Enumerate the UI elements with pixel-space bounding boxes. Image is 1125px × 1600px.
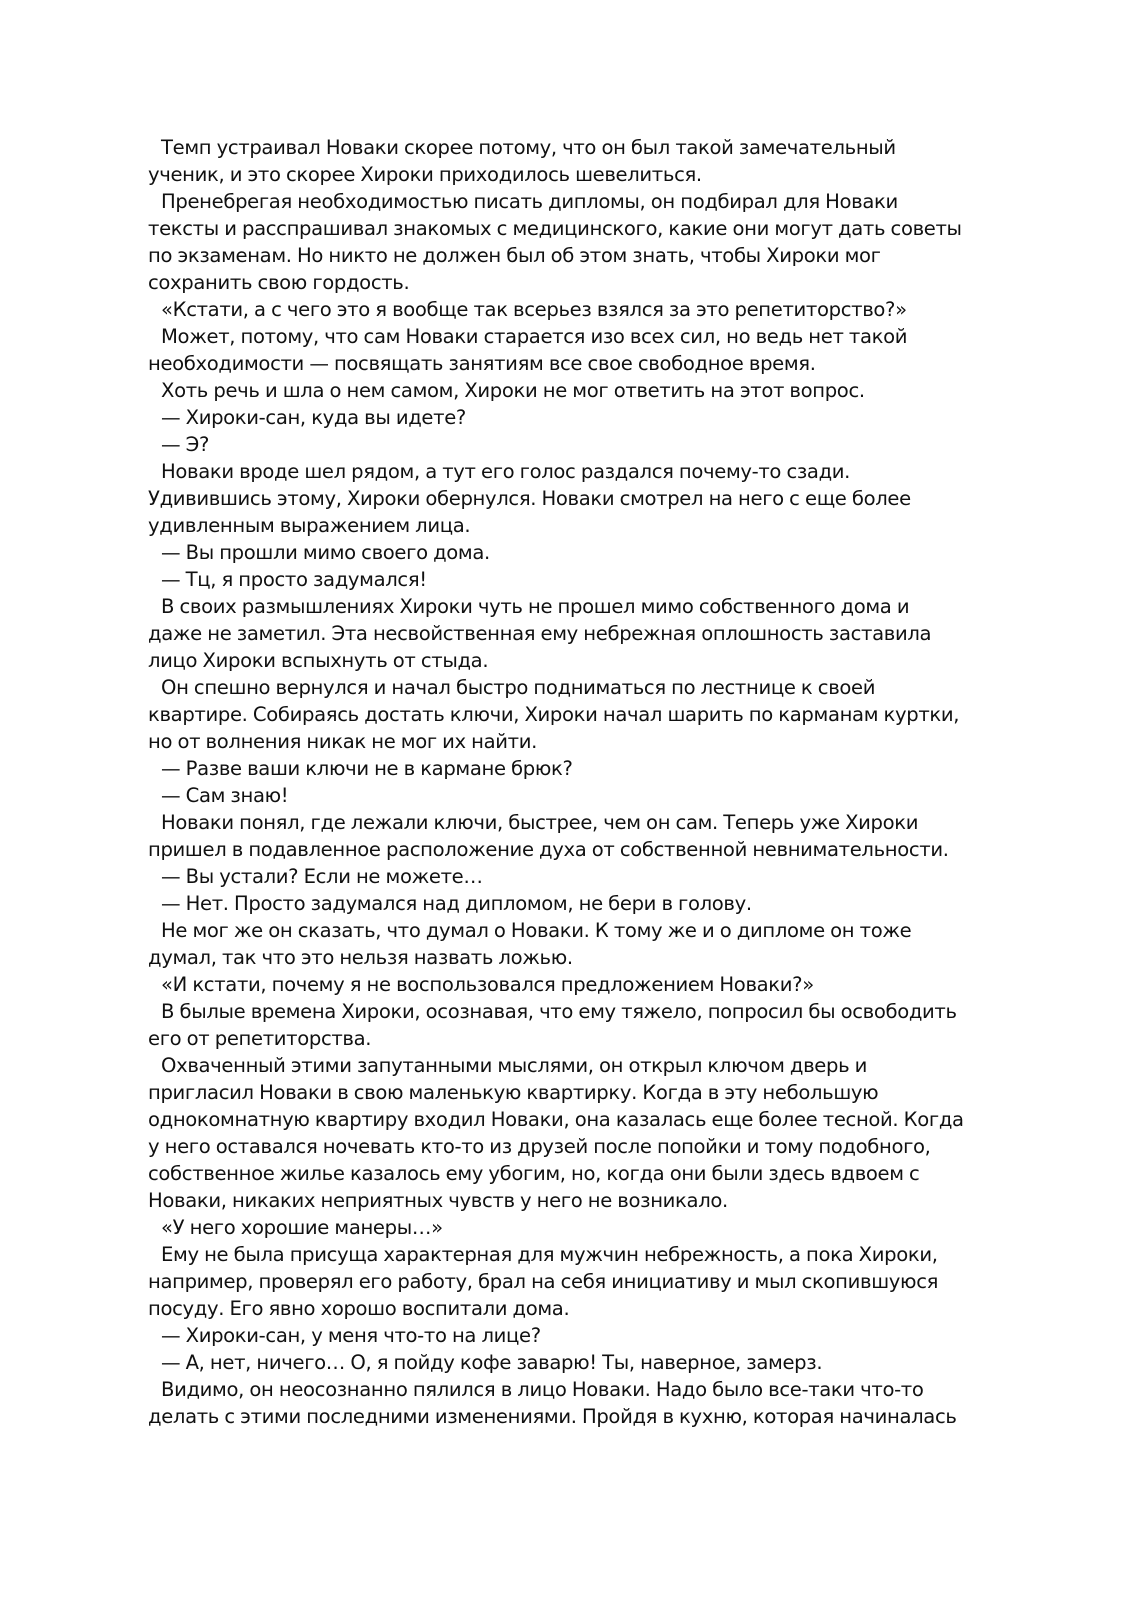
text-line: Хоть речь и шла о нем самом, Хироки не мог ответить на этот вопрос. — [161, 379, 865, 402]
text-line: даже не заметил. Эта несвойственная ему небрежная оплошность заставила — [148, 622, 932, 645]
paragraph — [135, 377, 975, 404]
text-line: ученик, и это скорее Хироки приходилось шевелиться. — [148, 163, 702, 186]
text-line: — А, нет, ничего… О, я пойду кофе заварю! Ты, наверное, замерз. — [161, 1351, 823, 1374]
text-line: — Разве ваши ключи не в кармане брюк? — [161, 757, 573, 780]
text-line: пришел в подавленное расположение духа от собственной невнимательности. — [148, 838, 949, 861]
paragraph — [135, 134, 975, 188]
text-line: сохранить свою гордость. — [148, 271, 410, 294]
text-line: Он спешно вернулся и начал быстро подниматься по лестнице к своей — [161, 676, 876, 699]
text-line: думал, так что это нельзя назвать ложью. — [148, 946, 573, 969]
text-line: «У него хорошие манеры…» — [161, 1216, 443, 1239]
text-line: тексты и расспрашивал знакомых с медицинского, какие они могут дать советы — [148, 217, 962, 240]
text-line: В былые времена Хироки, осознавая, что ему тяжело, попросил бы освободить — [161, 1000, 957, 1023]
text-line: Новаки понял, где лежали ключи, быстрее, чем он сам. Теперь уже Хироки — [161, 811, 919, 834]
text-line: Видимо, он неосознанно пялился в лицо Новаки. Надо было все-таки что-то — [161, 1378, 924, 1401]
paragraph — [135, 323, 975, 377]
text-line: но от волнения никак не мог их найти. — [148, 730, 538, 753]
text-line: лицо Хироки вспыхнуть от стыда. — [148, 649, 489, 672]
paragraph — [135, 917, 975, 971]
text-line: у него оставался ночевать кто-то из друзей после попойки и тому подобного, — [148, 1135, 931, 1158]
paragraph — [135, 890, 975, 917]
text-line: — Вы устали? Если не можете… — [161, 865, 483, 888]
text-line: Ему не была присуща характерная для мужчин небрежность, а пока Хироки, — [161, 1243, 938, 1266]
text-line: посуду. Его явно хорошо воспитали дома. — [148, 1297, 570, 1320]
text-line: делать с этими последними изменениями. Пройдя в кухню, которая начиналась — [148, 1405, 957, 1428]
paragraph — [135, 1322, 975, 1349]
paragraph — [135, 1349, 975, 1376]
text-line: однокомнатную квартиру входил Новаки, она казалась еще более тесной. Когда — [148, 1108, 964, 1131]
text-line: необходимости — посвящать занятиям все свое свободное время. — [148, 352, 816, 375]
text-line: — Э? — [161, 433, 210, 456]
paragraph — [135, 539, 975, 566]
paragraph — [135, 755, 975, 782]
paragraph — [135, 458, 975, 539]
paragraph — [135, 431, 975, 458]
text-line: «Кстати, а с чего это я вообще так всерьез взялся за это репетиторство?» — [161, 298, 907, 321]
text-line: собственное жилье казалось ему убогим, но, когда они были здесь вдвоем с — [148, 1162, 920, 1185]
text-line: пригласил Новаки в свою маленькую квартирку. Когда в эту небольшую — [148, 1081, 879, 1104]
text-line: Охваченный этими запутанными мыслями, он открыл ключом дверь и — [161, 1054, 868, 1077]
text-line: — Тц, я просто задумался! — [161, 568, 427, 591]
text-line: Новаки, никаких неприятных чувств у него не возникало. — [148, 1189, 728, 1212]
paragraph — [135, 188, 975, 296]
paragraph — [135, 863, 975, 890]
text-line: — Сам знаю! — [161, 784, 289, 807]
paragraph — [135, 404, 975, 431]
paragraph — [135, 566, 975, 593]
text-line: Пренебрегая необходимостью писать дипломы, он подбирал для Новаки — [161, 190, 898, 213]
text-line: его от репетиторства. — [148, 1027, 372, 1050]
paragraph — [135, 1052, 975, 1214]
text-line: Может, потому, что сам Новаки старается изо всех сил, но ведь нет такой — [161, 325, 908, 348]
text-line: Новаки вроде шел рядом, а тут его голос раздался почему-то сзади. — [161, 460, 851, 483]
text-line: В своих размышлениях Хироки чуть не прошел мимо собственного дома и — [161, 595, 910, 618]
paragraph — [135, 782, 975, 809]
text-line: «И кстати, почему я не воспользовался предложением Новаки?» — [161, 973, 814, 996]
text-line: — Хироки-сан, куда вы идете? — [161, 406, 466, 429]
paragraph — [135, 593, 975, 674]
text-line: по экзаменам. Но никто не должен был об этом знать, чтобы Хироки мог — [148, 244, 881, 267]
text-line: Удивившись этому, Хироки обернулся. Новаки смотрел на него с еще более — [148, 487, 911, 510]
text-line: — Хироки-сан, у меня что-то на лице? — [161, 1324, 541, 1347]
paragraph — [135, 809, 975, 863]
text-line: квартире. Собираясь достать ключи, Хироки начал шарить по карманам куртки, — [148, 703, 960, 726]
paragraph — [135, 998, 975, 1052]
paragraph — [135, 1241, 975, 1322]
text-line: — Вы прошли мимо своего дома. — [161, 541, 490, 564]
document-page — [135, 134, 975, 1430]
text-line: Не мог же он сказать, что думал о Новаки. К тому же и о дипломе он тоже — [161, 919, 912, 942]
paragraph — [135, 1376, 975, 1430]
text-line: — Нет. Просто задумался над дипломом, не бери в голову. — [161, 892, 752, 915]
paragraph — [135, 296, 975, 323]
text-line: удивленным выражением лица. — [148, 514, 471, 537]
text-line: например, проверял его работу, брал на себя инициативу и мыл скопившуюся — [148, 1270, 939, 1293]
paragraph — [135, 1214, 975, 1241]
paragraph — [135, 674, 975, 755]
text-line: Темп устраивал Новаки скорее потому, что он был такой замечательный — [161, 136, 896, 159]
paragraph — [135, 971, 975, 998]
